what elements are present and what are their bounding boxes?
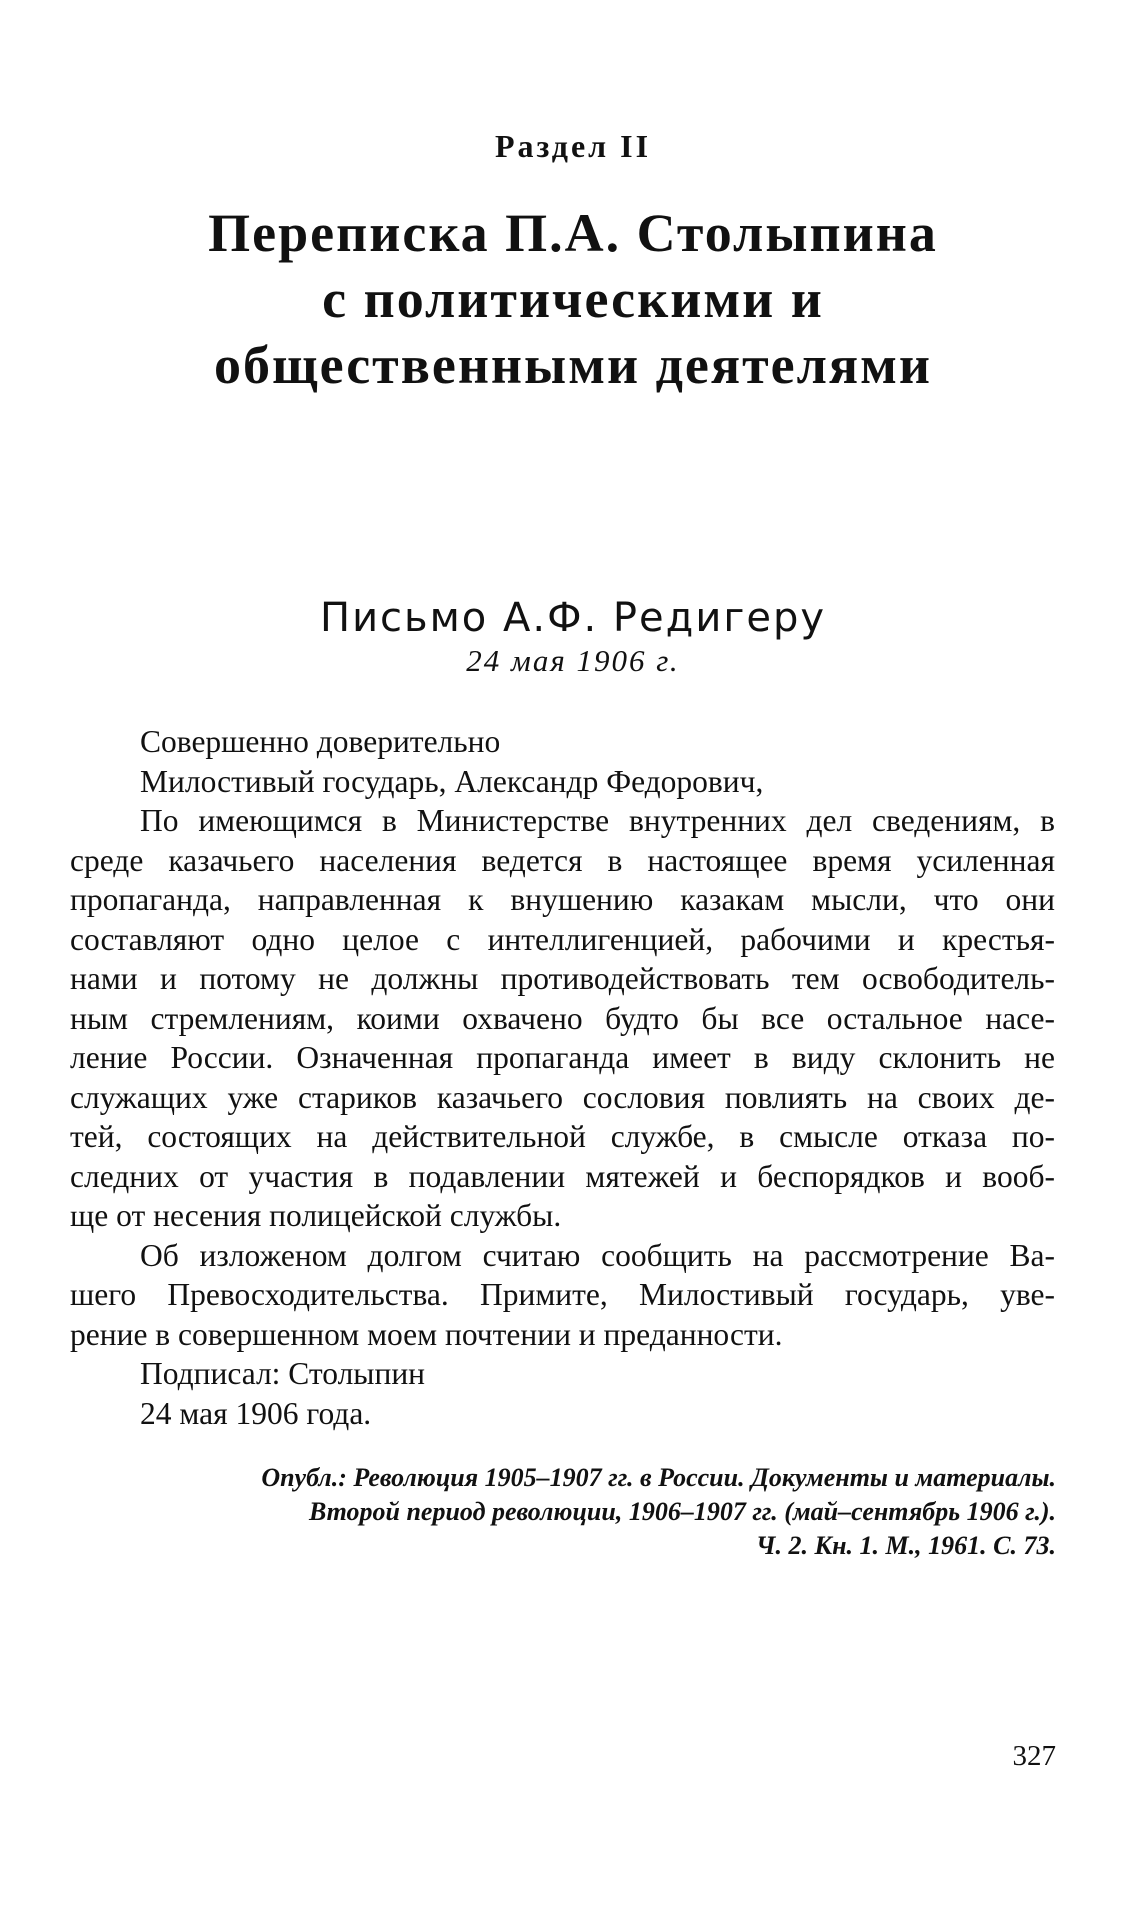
- letter-line: Совершенно доверительно: [140, 724, 501, 759]
- letter-line: Об изложеном долгом считаю сообщить на рассмотрение Ва-: [140, 1237, 1055, 1273]
- letter-line: ще от несения полицейской службы.: [70, 1198, 562, 1233]
- letter-signature: Подписал: Столыпин: [140, 1356, 426, 1391]
- letter-line: нами и потому не должны противодействовать тем освободитель-: [70, 961, 1055, 996]
- letter-line: пропаганда, направленная к внушению казакам мысли, что они: [70, 882, 1055, 917]
- letter-title: Письмо А.Ф. Редигеру: [319, 595, 826, 641]
- source-citation: [56, 1461, 1056, 1563]
- letter-line: рение в совершенном моем почтении и преданности.: [70, 1316, 783, 1352]
- letter-line: служащих уже стариков казачьего сословия повлиять на своих де-: [70, 1079, 1055, 1115]
- letter-line: тей, состоящих на действительной службе, в смысле отказа по-: [70, 1119, 1055, 1154]
- section-label: Раздел II: [494, 128, 652, 164]
- letter-line: ным стремлениям, коими охвачено будто бы все остальное насе-: [70, 1000, 1055, 1036]
- letter-line: По имеющимся в Министерстве внутренних дел сведениям, в: [140, 803, 1055, 838]
- letter-line: среде казачьего населения ведется в настоящее время усиленная: [70, 842, 1055, 878]
- section-title-line: Переписка П.А. Столыпина: [208, 203, 938, 263]
- source-line: Опубл.: Революция 1905–1907 гг. в России. Документы и материалы.: [261, 1463, 1056, 1492]
- section-title-line: общественными деятелями: [213, 335, 933, 395]
- page-number: 327: [1012, 1740, 1056, 1772]
- letter-line: шего Превосходительства. Примите, Милостивый государь, уве-: [70, 1277, 1055, 1312]
- source-line: Ч. 2. Кн. 1. М., 1961. С. 73.: [756, 1531, 1056, 1560]
- letter-closing-date: 24 мая 1906 года.: [140, 1395, 372, 1431]
- letter-line: составляют одно целое с интеллигенцией, рабочими и крестья-: [70, 921, 1055, 957]
- letter-body: [70, 722, 1055, 1433]
- section-title: [0, 200, 1146, 398]
- letter-line: Милостивый государь, Александр Федорович,: [140, 763, 764, 799]
- letter-line: следних от участия в подавлении мятежей и беспорядков и вооб-: [70, 1158, 1055, 1194]
- letter-date: 24 мая 1906 г.: [466, 643, 680, 678]
- source-line: Второй период революции, 1906–1907 гг. (май–сентябрь 1906 г.).: [308, 1497, 1056, 1526]
- section-title-line: с политическими и: [322, 269, 824, 329]
- letter-line: ление России. Означенная пропаганда имеет в виду склонить не: [70, 1040, 1055, 1075]
